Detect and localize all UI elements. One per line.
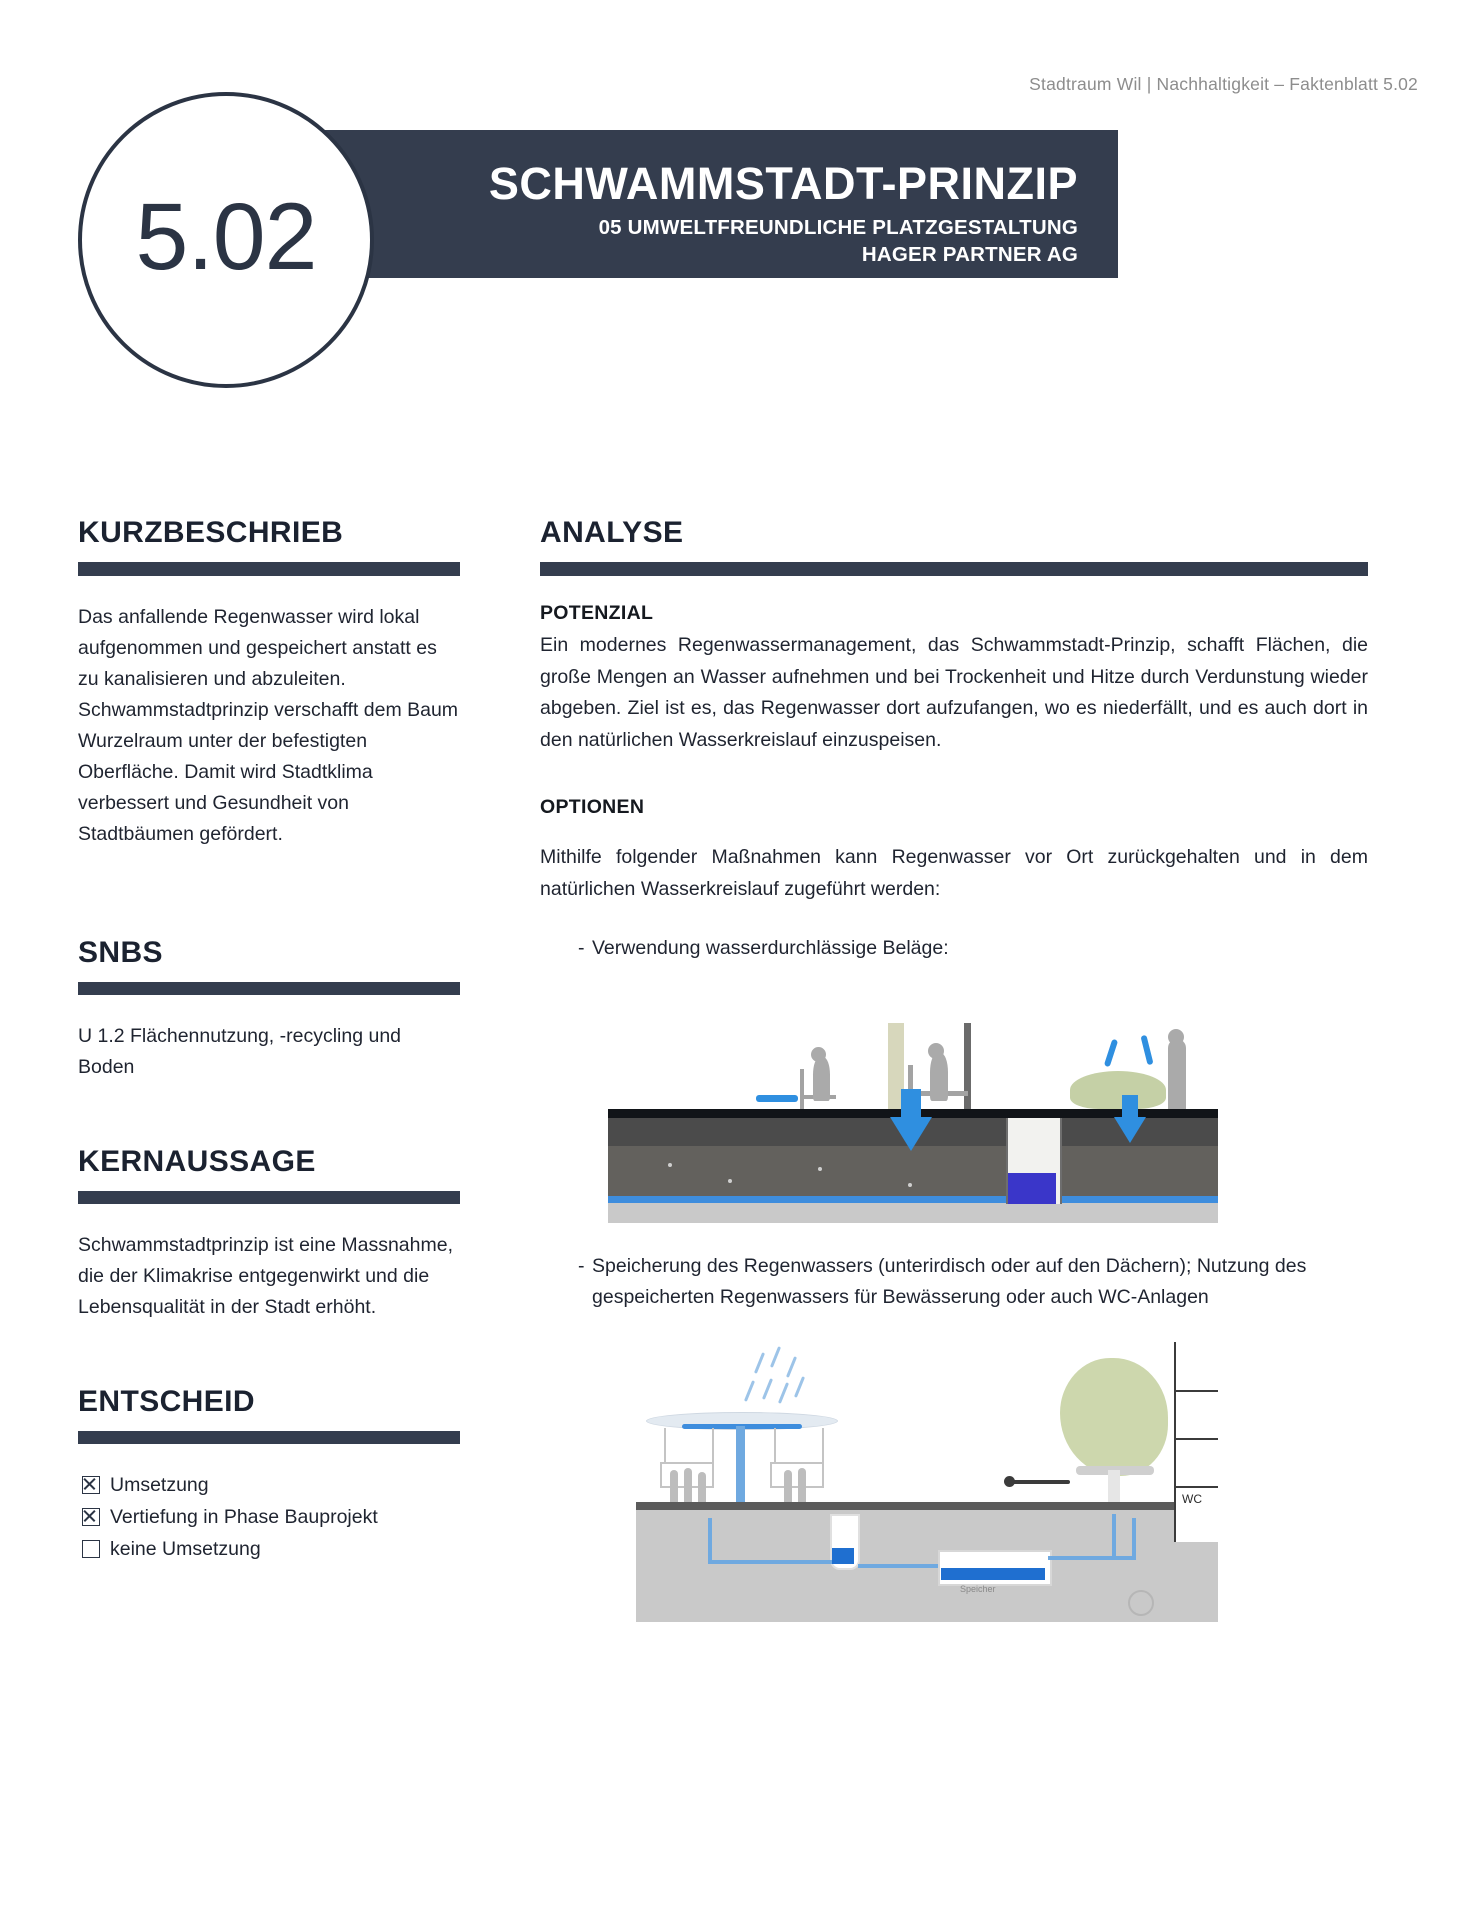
figure-2-canopy-mast-downpipe [736,1426,745,1510]
potenzial-heading: POTENZIAL [540,602,654,624]
figure-1-water-table-layer [608,1196,1218,1203]
figure-2-wc-floor-line [1174,1438,1218,1440]
figure-1-shaft-fill [1008,1173,1056,1204]
figure-1-gravel-layer [608,1146,1218,1198]
entscheid-option-keine-umsetzung[interactable] [78,1534,460,1564]
figure-2-storage-tank-water [941,1568,1045,1580]
entscheid-option-label: Vertiefung in Phase Bauprojekt [110,1506,378,1528]
title-bar [312,130,1118,278]
document-meta: Stadtraum Wil | Nachhaltigkeit – Faktenblatt 5.02 [1029,74,1418,94]
bullet-marker: - [578,1254,585,1277]
figure-2-raindrop-icon [754,1352,765,1374]
figure-1-infiltration-arrow-icon [1114,1117,1146,1143]
kurzbeschrieb-heading: KURZBESCHRIEB [78,516,344,549]
potenzial-text: Ein modernes Regenwassermanagement, das Schwammstadt-Prinzip, schafft Flächen, die große Mengen an Wasser aufnehmen und bei Trockenheit und Hitze durch Verdunstung wieder abgeben. Ziel ist es, das Regenwasser dort aufzufangen, wo es niederfällt, und es auch dort in den natürlichen Wasserkreislauf einzuspeisen. [540,634,1368,751]
entscheid-option-label: keine Umsetzung [110,1538,261,1560]
figure-2-raindrop-icon [770,1346,781,1368]
figure-2-lamp-arm-icon [1008,1480,1070,1484]
figure-2-person-icon [670,1470,678,1504]
kernaussage-divider [78,1191,460,1204]
optionen-item-1-text: Verwendung wasserdurchlässige Beläge: [592,937,949,959]
figure-1-inflow-arrow-icon [756,1095,798,1102]
figure-2-raindrop-icon [794,1376,805,1398]
sheet-number-label: 5.02 [135,183,317,290]
spacer [540,756,1368,796]
checkbox-checked-icon[interactable] [82,1508,100,1526]
figure-2-raindrop-icon [778,1382,789,1404]
kernaussage-heading: KERNAUSSAGE [78,1145,316,1178]
kernaussage-text: Schwammstadtprinzip ist eine Massnahme, die der Klimakrise entgegenwirkt und die Lebensqualität in der Stadt erhöht. [78,1234,453,1318]
sheet-number-badge [78,92,374,388]
kurzbeschrieb-divider [78,562,460,576]
figure-1-gravel-dot [908,1183,912,1187]
figure-1-infiltration-arrow-stem-icon [901,1089,921,1119]
page-subtitle-author: HAGER PARTNER AG [861,243,1078,266]
figure-2-person-icon [698,1472,706,1506]
figure-1-post-icon [964,1023,971,1111]
figure-2-transfer-pipe [858,1564,938,1568]
checkbox-unchecked-icon[interactable] [82,1540,100,1558]
figure-2-manhole-icon [1128,1590,1154,1616]
kurzbeschrieb-text: Das anfallende Regenwasser wird lokal aufgenommen und gespeichert anstatt es zu kanalisieren und abzuleiten. Schwammstadtprinzip verschafft dem Baum Wurzelraum unter der befestigten Oberfläche. Damit wird Stadtklima verbessert und Gesundheit von Stadtbäumen gefördert. [78,606,459,845]
section-kurzbeschrieb [78,516,460,850]
figure-permeable-paving-cross-section [608,991,1218,1223]
entscheid-option-vertiefung[interactable] [78,1502,460,1532]
optionen-item-1 [540,933,1368,965]
left-column [78,516,460,1566]
analyse-heading: ANALYSE [540,516,684,549]
snbs-text: U 1.2 Flächennutzung, -recycling und Boden [78,1025,402,1078]
spacer [78,1083,460,1145]
figure-rainwater-storage-reuse [608,1342,1218,1632]
checkbox-checked-icon[interactable] [82,1476,100,1494]
figure-2-raindrop-icon [762,1378,773,1400]
snbs-divider [78,982,460,995]
spacer [78,850,460,936]
figure-1-infiltration-arrow-stem-icon [1122,1095,1138,1119]
figure-2-tree-crown-icon [1060,1358,1168,1476]
figure-2-wc-supply-pipe [1132,1518,1136,1560]
figure-2-swing-rope-icon [774,1428,776,1464]
section-snbs [78,936,460,1083]
figure-2-reuse-pipe [1048,1556,1134,1560]
figure-1-gravel-dot [818,1167,822,1171]
subsection-optionen [540,796,1368,1632]
subsection-potenzial [540,602,1368,756]
spacer [78,1323,460,1385]
figure-1-person-head-icon [1168,1029,1184,1045]
figure-1-gravel-dot [728,1179,732,1183]
figure-1-chair-back-icon [800,1069,804,1111]
figure-2-riser-pipe [1112,1514,1116,1560]
figure-2-person-icon [684,1468,692,1502]
right-column [540,516,1368,1632]
figure-2-person-icon [798,1468,806,1502]
bullet-marker: - [578,937,585,959]
optionen-item-2-text: Speicherung des Regenwassers (unterirdisch oder auf den Dächern); Nutzung des gespeicherten Regenwassers für Bewässerung oder auch WC-Anlagen [592,1254,1307,1308]
figure-2-wc-building [1174,1342,1218,1542]
figure-2-wc-label: WC [1182,1491,1202,1506]
optionen-heading: OPTIONEN [540,796,645,818]
figure-2-swing-rope-icon [822,1428,824,1464]
figure-1-person-head-icon [811,1047,826,1062]
figure-2-wc-floor-line [1174,1486,1218,1488]
figure-2-swing-rope-icon [664,1428,666,1464]
analyse-divider [540,562,1368,576]
figure-2-wc-floor-line [1174,1390,1218,1392]
figure-2-downpipe [708,1518,712,1564]
figure-1-person-head-icon [928,1043,944,1059]
figure-2-supply-pipe [708,1560,832,1564]
page-title: SCHWAMMSTADT-PRINZIP [488,158,1078,209]
entscheid-heading: ENTSCHEID [78,1385,255,1418]
figure-1-person-seated-icon [930,1053,948,1101]
figure-2-raindrop-icon [786,1356,797,1378]
figure-2-swing-seat-icon [770,1462,824,1488]
figure-2-lamp-head-icon [1004,1476,1015,1487]
entscheid-option-label: Umsetzung [110,1474,209,1496]
figure-1-gravel-dot [668,1163,672,1167]
figure-2-raindrop-icon [744,1380,755,1402]
entscheid-option-umsetzung[interactable] [78,1470,460,1500]
optionen-item-2 [540,1251,1368,1314]
optionen-intro-text: Mithilfe folgender Maßnahmen kann Regenwasser vor Ort zurückgehalten und in dem natürlichen Wasserkreislauf zugeführt werden: [540,846,1368,900]
figure-1-infiltration-arrow-icon [890,1117,932,1151]
entscheid-divider [78,1431,460,1444]
figure-2-storage-label: Speicher [960,1583,996,1594]
figure-1-subsoil-layer [608,1203,1218,1223]
figure-1-person-standing-icon [1168,1039,1186,1109]
section-entscheid [78,1385,460,1564]
figure-2-swing-rope-icon [712,1428,714,1464]
snbs-heading: SNBS [78,936,163,969]
figure-1-person-seated-icon [813,1057,830,1101]
figure-2-person-icon [784,1470,792,1504]
page-subtitle-category: 05 UMWELTFREUNDLICHE PLATZGESTALTUNG [598,216,1078,239]
entscheid-options [78,1470,460,1564]
figure-1-shrub-icon [1070,1071,1166,1109]
section-kernaussage [78,1145,460,1323]
figure-2-shaft-water [832,1548,854,1564]
